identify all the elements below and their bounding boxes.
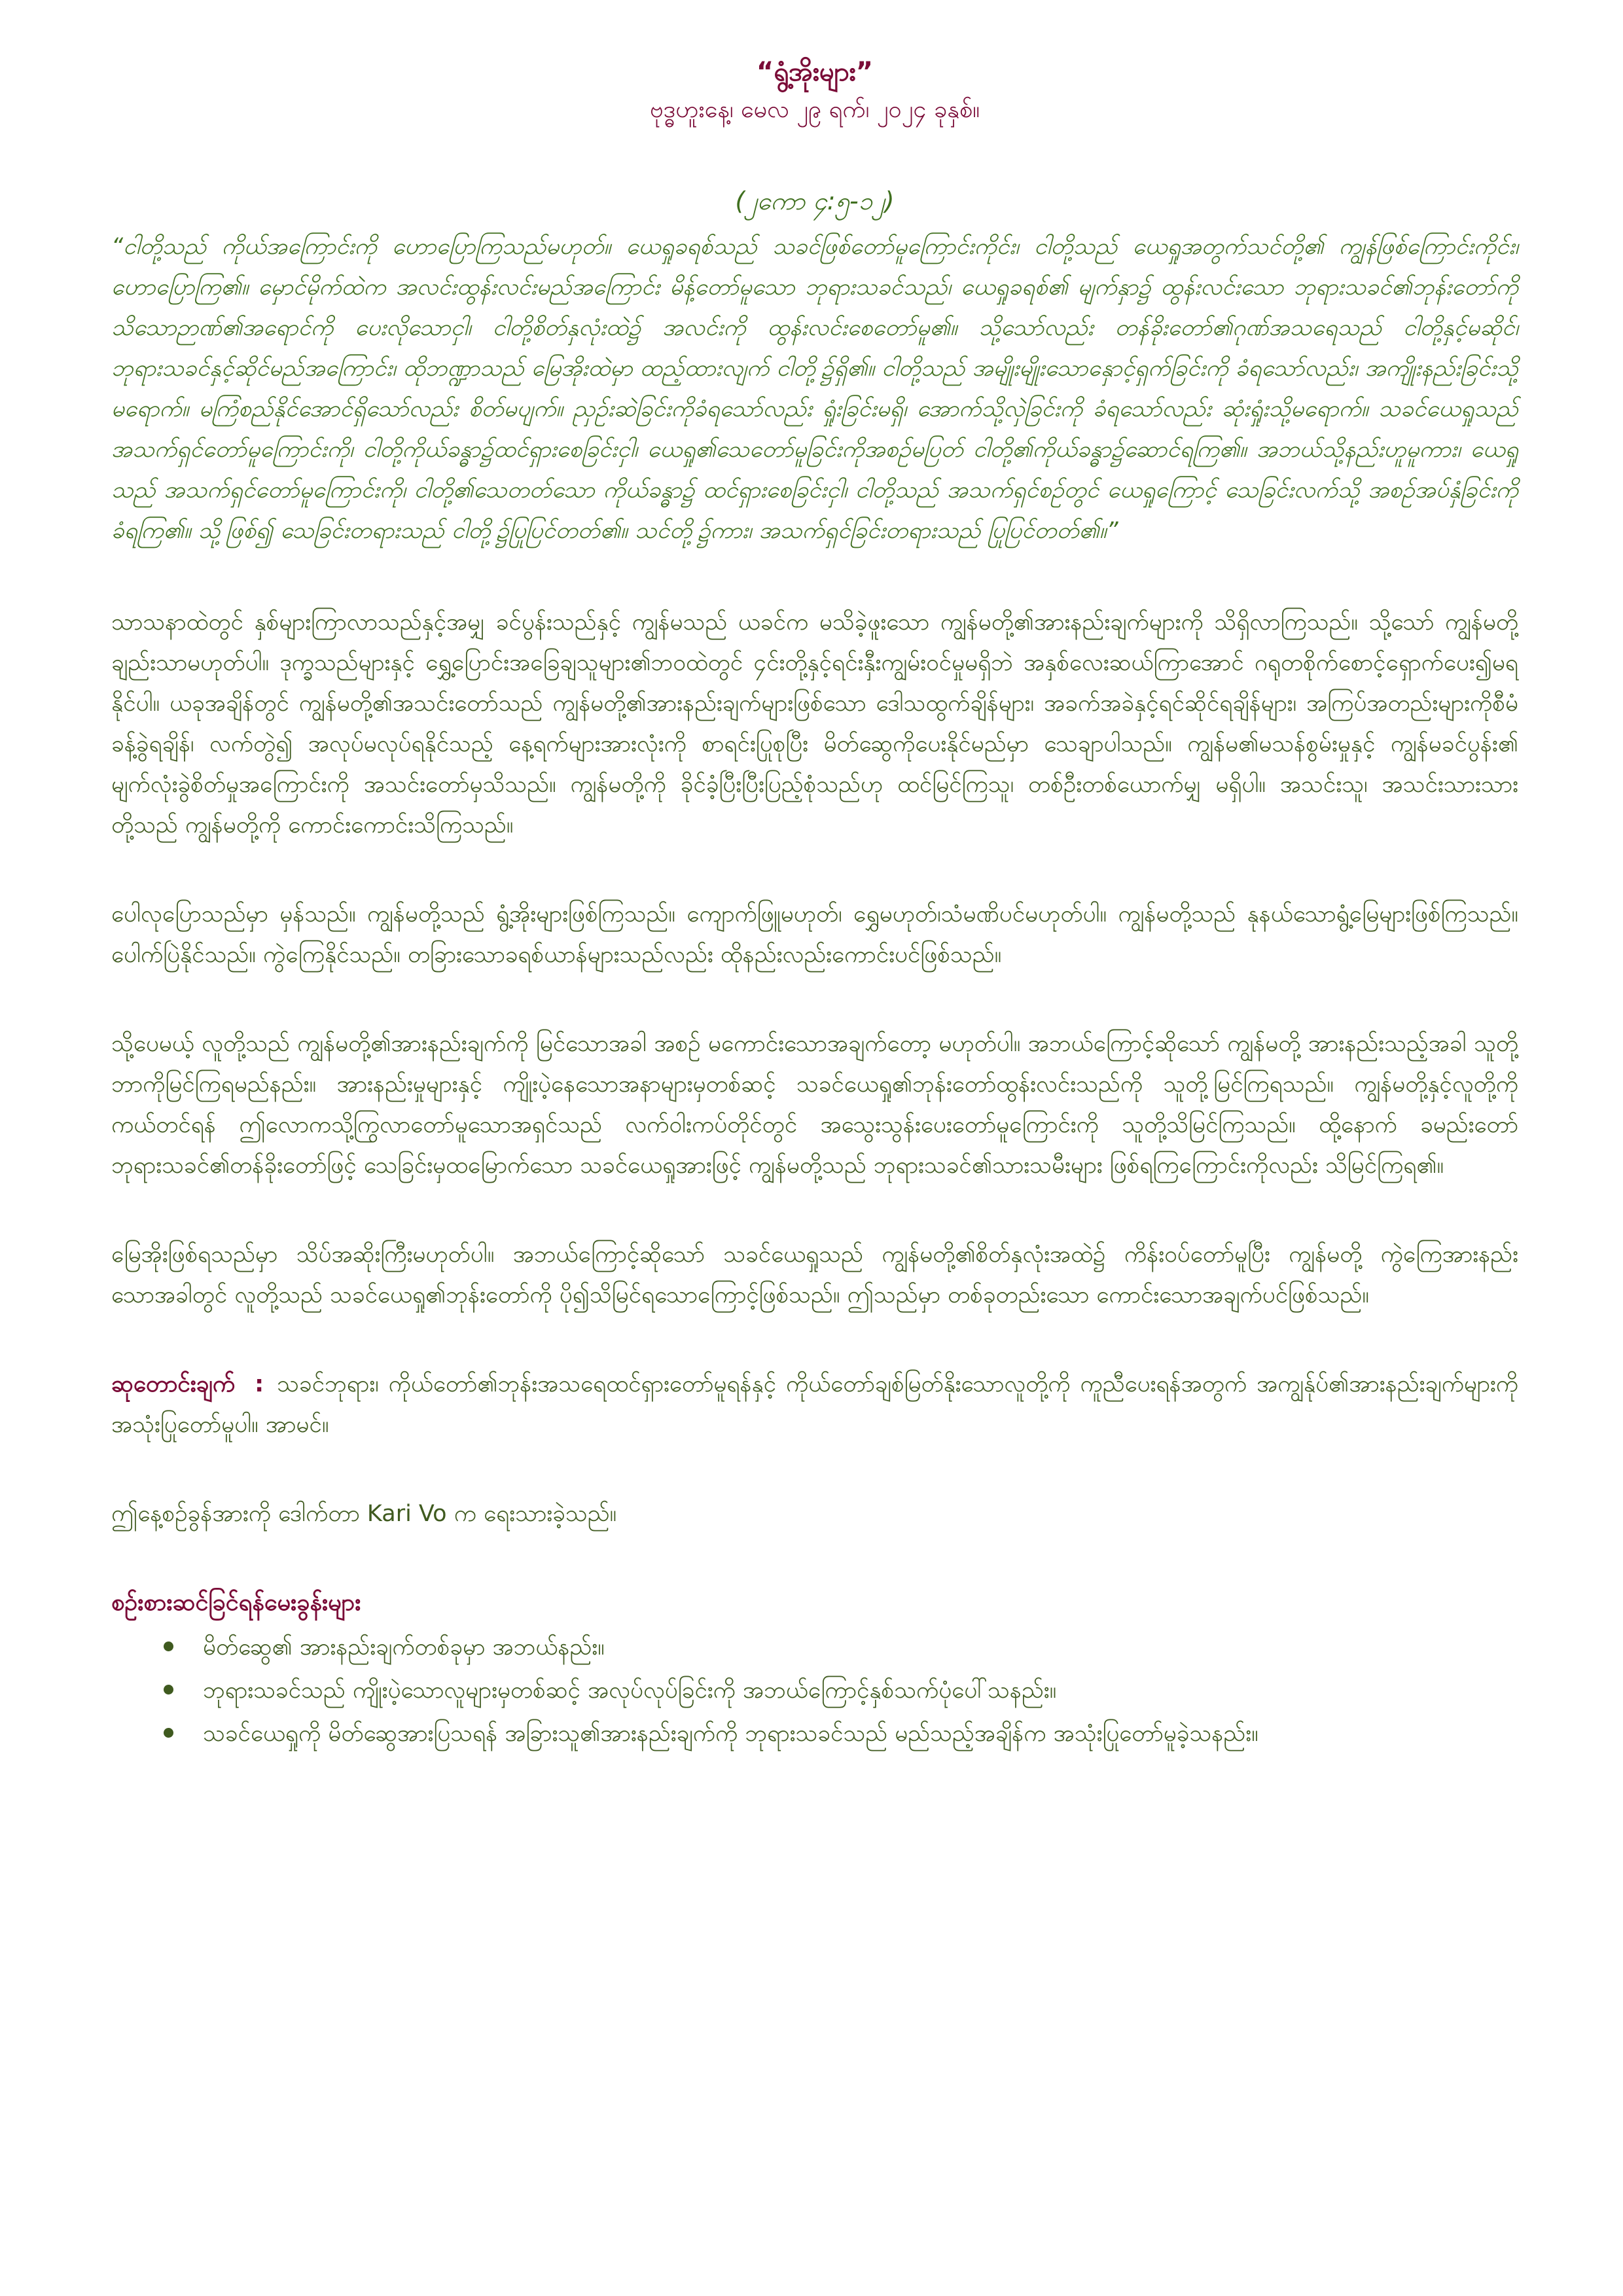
question-text: မိတ်ဆွေ၏ အားနည်းချက်တစ်ခုမှာ အဘယ်နည်း။: [203, 1634, 605, 1660]
list-item: [164, 1712, 1518, 1755]
list-item: [164, 1669, 1518, 1712]
author-note: ဤနေ့စဉ်ခွန်အားကို ဒေါက်တာ Kari Vo က ရေးသားခဲ့သည်။: [111, 1501, 617, 1527]
scripture-reference: (၂ကော ၄:၅-၁၂): [735, 187, 895, 215]
scripture-text: “ငါတို့သည် ကိုယ်အကြောင်းကို ဟောပြောကြသည်မဟုတ်။ ယေရှုခရစ်သည် သခင်ဖြစ်တော်မူကြောင်းကိုင်း၊ ငါတို့သည် ယေရှုအတွက်သင်တို့၏ ကျွန်ဖြစ်ကြောင်းကိုင်း၊ ဟောပြောကြ၏။ မှောင်မိုက်ထဲက အလင်းထွန်းလင်းမည်အကြောင်း မိန့်တော်မူသော ဘုရားသခင်သည်၊ ယေရှုခရစ်၏ မျက်နှာ၌ ထွန်းလင်းသော ဘုရားသခင်၏ဘုန်းတော်ကို သိသောဉာဏ်၏အရောင်ကို ပေးလိုသောငှါ၊ ငါတို့စိတ်နှလုံးထဲ၌ အလင်းကို ထွန်းလင်းစေတော်မူ၏။ သို့သော်လည်း တန်ခိုးတော်၏ဂုဏ်အသရေသည် ငါတို့နှင့်မဆိုင်၊ ဘုရားသခင်နှင့်ဆိုင်မည်အကြောင်း၊ ထိုဘဏ္ဍာသည် မြေအိုးထဲမှာ ထည့်ထားလျက် ငါတို့၌ရှိ၏။ ငါတို့သည် အမျိုးမျိုးသောနှောင့်ရှက်ခြင်းကို ခံရသော်လည်း၊ အကျိုးနည်းခြင်းသို့ မရောက်။ မကြံစည်နိုင်အောင်ရှိသော်လည်း စိတ်မပျက်။ ညှဉ်းဆဲခြင်းကိုခံရသော်လည်း ရှုံးခြင်းမရှိ၊ အောက်သို့လှဲခြင်းကို ခံရသော်လည်း ဆုံးရှုံးသို့မရောက်။ သခင်ယေရှုသည် အသက်ရှင်တော်မူကြောင်းကို၊ ငါတို့ကိုယ်ခန္ဓာ၌ထင်ရှားစေခြင်းငှါ၊ ယေရှု၏သေတော်မူခြင်းကိုအစဉ်မပြတ် ငါတို့၏ကိုယ်ခန္ဓာ၌ဆောင်ရကြ၏။ အဘယ်သို့နည်းဟူမူကား၊ ယေရှုသည် အသက်ရှင်တော်မူကြောင်းကို၊ ငါတို့၏သေတတ်သော ကိုယ်ခန္ဓာ၌ ထင်ရှားစေခြင်းငှါ၊ ငါတို့သည် အသက်ရှင်စဉ်တွင် ယေရှုကြောင့် သေခြင်းလက်သို့ အစဉ်အပ်နှံခြင်းကို ခံရကြ၏။ သို့ဖြစ်၍ သေခြင်းတရားသည် ငါတို့၌ပြုပြင်တတ်၏။ သင်တို့၌ကား၊ အသက်ရှင်ခြင်းတရားသည် ပြုပြင်တတ်၏။”: [111, 234, 1518, 544]
question-text: ဘုရားသခင်သည် ကျိုးပဲ့သောလူများမှတစ်ဆင့် အလုပ်လုပ်ခြင်းကို အဘယ်ကြောင့်နှစ်သက်ပုံပေါ်သနည်း။: [203, 1677, 1057, 1704]
devotional-page: [111, 52, 1518, 1755]
questions-list: [111, 1626, 1518, 1755]
bullet-icon: [164, 1728, 173, 1738]
body-paragraph-2: ပေါလုပြောသည်မှာ မှန်သည်။ ကျွန်မတို့သည် ရွံ့အိုးများဖြစ်ကြသည်။ ကျောက်ဖြူမဟုတ်၊ ရွှေမဟုတ်၊သံမဏိပင်မဟုတ်ပါ။ ကျွန်မတို့သည် နုနယ်သောရွံ့မြေများဖြစ်ကြသည်။ ပေါက်ပြဲနိုင်သည်။ ကွဲကြေနိုင်သည်။ တခြားသောခရစ်ယာန်များသည်လည်း ထိုနည်းလည်းကောင်းပင်ဖြစ်သည်။: [111, 901, 1518, 968]
bullet-icon: [164, 1685, 173, 1695]
page-date: ဗုဒ္ဓဟူးနေ့၊ မေလ ၂၉ ရက်၊ ၂၀၂၄ ခုနှစ်။: [649, 96, 980, 123]
page-title: “ရွံ့အိုးများ”: [756, 57, 874, 87]
body-paragraph-3: သို့ပေမယ့် လူတို့သည် ကျွန်မတို့၏အားနည်းချက်ကို မြင်သောအခါ အစဉ် မကောင်းသောအချက်တော့ မဟုတ်ပါ။ အဘယ်ကြောင့်ဆိုသော် ကျွန်မတို့ အားနည်းသည့်အခါ သူတို့ဘာကိုမြင်ကြရမည်နည်း။ အားနည်းမှုများနှင့် ကျိုးပဲ့နေသောအနာများမှတစ်ဆင့် သခင်ယေရှု၏ဘုန်းတော်ထွန်းလင်းသည်ကို သူတို့မြင်ကြရသည်။ ကျွန်မတို့နှင့်လူတို့ကိုကယ်တင်ရန် ဤလောကသို့ကြွလာတော်မူသောအရှင်သည် လက်ဝါးကပ်တိုင်တွင် အသွေးသွန်းပေးတော်မူကြောင်းကို သူတို့သိမြင်ကြသည်။ ထို့နောက် ခမည်းတော်ဘုရားသခင်၏တန်ခိုးတော်ဖြင့် သေခြင်းမှထမြောက်သော သခင်ယေရှုအားဖြင့် ကျွန်မတို့သည် ဘုရားသခင်၏သားသမီးများ ဖြစ်ရကြကြောင်းကိုလည်း သိမြင်ကြရ၏။: [111, 1031, 1518, 1179]
body-paragraph-1: သာသနာထဲတွင် နှစ်များကြာလာသည်နှင့်အမျှ ခင်ပွန်းသည်နှင့် ကျွန်မသည် ယခင်က မသိခဲ့ဖူးသော ကျွန်မတို့၏အားနည်းချက်များကို သိရှိလာကြသည်။ သို့သော် ကျွန်မတို့ချည်းသာမဟုတ်ပါ။ ဒုက္ခသည်များနှင့် ရွှေ့ပြောင်းအခြေချသူများ၏ဘဝထဲတွင် ၄င်းတို့နှင့်ရင်းနှီးကျွမ်းဝင်မှုမရှိဘဲ အနှစ်လေးဆယ်ကြာအောင် ဂရုတစိုက်စောင့်ရှောက်ပေး၍မရနိုင်ပါ။ ယခုအချိန်တွင် ကျွန်မတို့၏အသင်းတော်သည် ကျွန်မတို့၏အားနည်းချက်များဖြစ်သော ဒေါသထွက်ချိန်များ၊ အခက်အခဲနှင့်ရင်ဆိုင်ရချိန်များ၊ အကြပ်အတည်းများကိုစီမံခန့်ခွဲရချိန်၊ လက်တွဲ၍ အလုပ်မလုပ်ရနိုင်သည့် နေ့ရက်များအားလုံးကို စာရင်းပြုစုပြီး မိတ်ဆွေကိုပေးနိုင်မည်မှာ သေချာပါသည်။ ကျွန်မ၏မသန်စွမ်းမှုနှင့် ကျွန်မခင်ပွန်း၏ မျက်လုံးခွဲစိတ်မှုအကြောင်းကို အသင်းတော်မှသိသည်။ ကျွန်မတို့ကို ခိုင်ခံ့ပြီးပြီးပြည့်စုံသည်ဟု ထင်မြင်ကြသူ၊ တစ်ဦးတစ်ယောက်မျှ မရှိပါ။ အသင်းသူ၊ အသင်းသားသားတို့သည် ကျွန်မတို့ကို ကောင်းကောင်းသိကြသည်။: [111, 609, 1518, 838]
body-paragraph-4: မြေအိုးဖြစ်ရသည်မှာ သိပ်အဆိုးကြီးမဟုတ်ပါ။ အဘယ်ကြောင့်ဆိုသော် သခင်ယေရှုသည် ကျွန်မတို့၏စိတ်နှလုံးအထဲ၌ ကိန်းဝပ်တော်မူပြီး ကျွန်မတို့ ကွဲကြေအားနည်းသောအခါတွင် လူတို့သည် သခင်ယေရှု၏ဘုန်းတော်ကို ပို၍သိမြင်ရသောကြောင့်ဖြစ်သည်။ ဤသည်မှာ တစ်ခုတည်းသော ကောင်းသောအချက်ပင်ဖြစ်သည်။: [111, 1242, 1518, 1308]
list-item: [164, 1626, 1518, 1669]
prayer-label: ဆုတောင်းချက်: [111, 1371, 236, 1397]
bullet-icon: [164, 1641, 173, 1651]
questions-heading: စဉ်းစားဆင်ခြင်ရန်မေးခွန်းများ: [111, 1589, 361, 1616]
prayer-text: သခင်ဘုရား၊ ကိုယ်တော်၏ဘုန်းအသရေထင်ရှားတော်မူရန်နှင့် ကိုယ်တော်ချစ်မြတ်နိုးသောလူတို့ကို ကူညီပေးရန်အတွက် အကျွန်ုပ်၏အားနည်းချက်များကို အသုံးပြုတော်မူပါ။ အာမင်။: [111, 1371, 1518, 1438]
question-text: သခင်ယေရှုကို မိတ်ဆွေအားပြသရန် အခြားသူ၏အားနည်းချက်ကို ဘုရားသခင်သည် မည်သည့်အချိန်က အသုံးပြုတော်မူခဲ့သနည်း။: [203, 1721, 1258, 1747]
prayer-paragraph: [111, 1364, 1518, 1445]
prayer-colon: :: [255, 1371, 264, 1397]
